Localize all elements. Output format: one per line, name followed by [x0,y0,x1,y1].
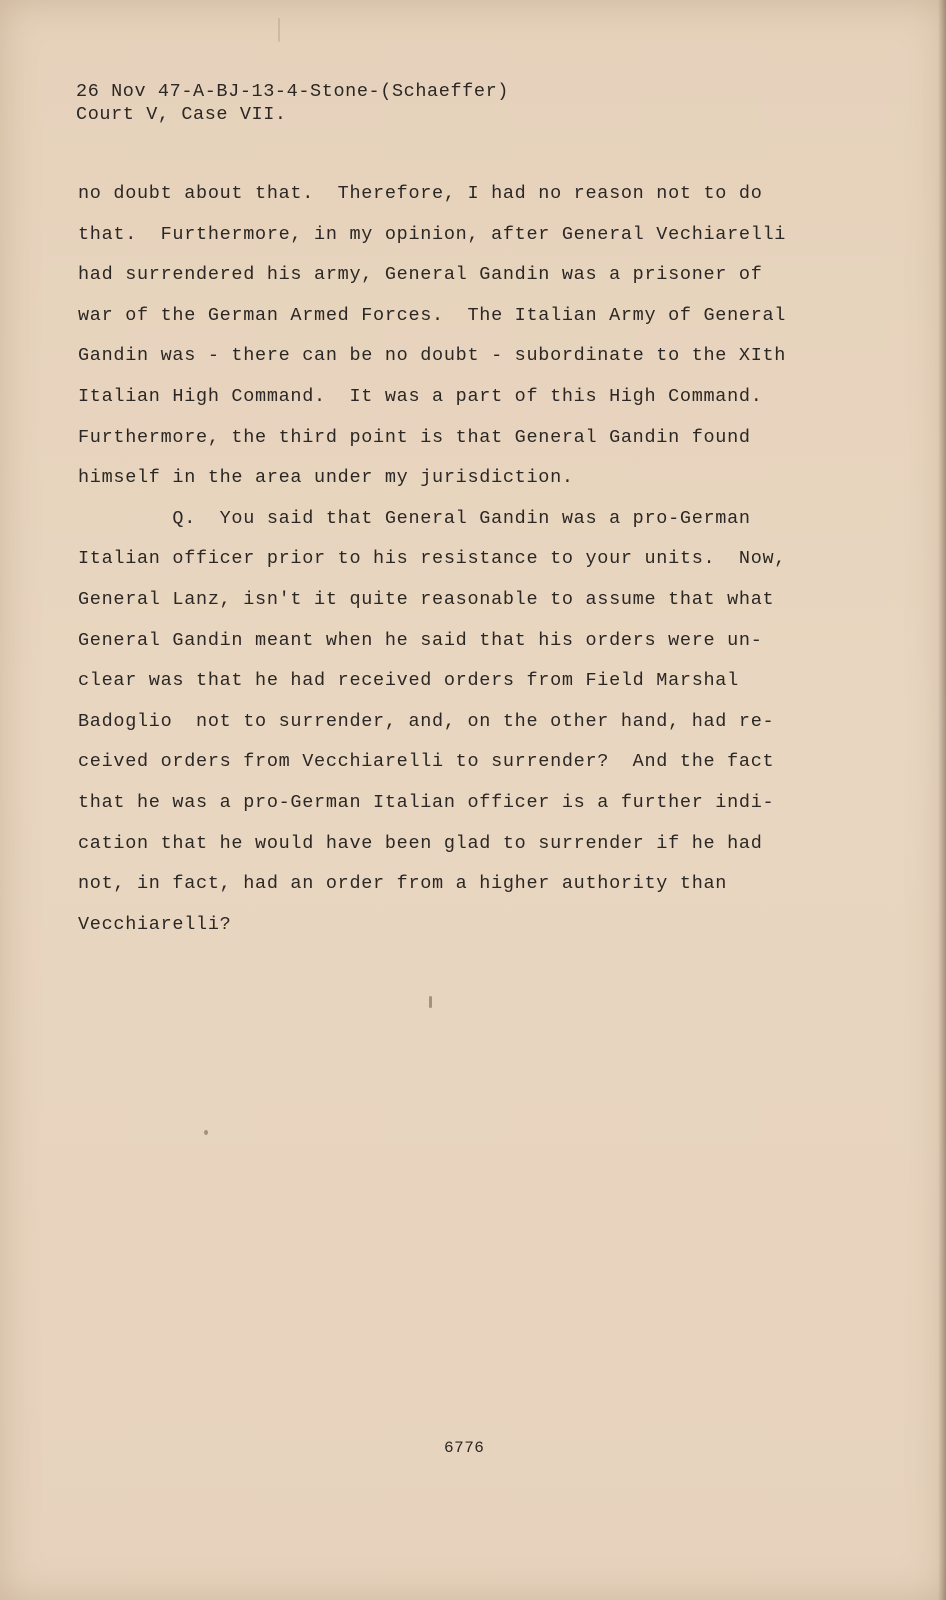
page-edge-shadow [938,0,946,1600]
transcript-line: Vecchiarelli? [78,913,232,935]
header-court-line: Court V, Case VII. [76,104,287,125]
transcript-line: Q. You said that General Gandin was a pro-German [78,507,751,529]
document-header [76,80,509,126]
header-reference-line: 26 Nov 47-A-BJ-13-4-Stone-(Schaeffer) [76,81,509,102]
transcript-line: not, in fact, had an order from a higher authority than [78,873,728,895]
paper-speck [204,1130,208,1135]
transcript-line: Italian officer prior to his resistance to your units. Now, [78,548,787,570]
transcript-body [78,174,838,945]
transcript-line: Badoglio not to surrender, and, on the other hand, had re- [78,710,775,732]
transcript-line: war of the German Armed Forces. The Italian Army of General [78,304,787,326]
transcript-line: that he was a pro-German Italian officer is a further indi- [78,791,775,813]
transcript-line: that. Furthermore, in my opinion, after General Vechiarelli [78,223,787,245]
transcript-line: Italian High Command. It was a part of this High Command. [78,385,763,407]
transcript-line: had surrendered his army, General Gandin was a prisoner of [78,264,763,286]
paper-speck [278,18,280,42]
transcript-line: no doubt about that. Therefore, I had no reason not to do [78,183,763,204]
page-number: 6776 [444,1439,485,1457]
transcript-line: Gandin was - there can be no doubt - subordinate to the XIth [78,345,787,367]
transcript-line: cation that he would have been glad to surrender if he had [78,832,763,854]
transcript-line: General Lanz, isn't it quite reasonable to assume that what [78,588,775,610]
transcript-line: himself in the area under my jurisdiction. [78,467,574,489]
transcript-line: ceived orders from Vecchiarelli to surrender? And the fact [78,751,775,773]
paper-speck [429,996,432,1008]
transcript-line: clear was that he had received orders from Field Marshal [78,670,739,692]
transcript-line: General Gandin meant when he said that his orders were un- [78,629,763,651]
transcript-line: Furthermore, the third point is that General Gandin found [78,426,751,448]
